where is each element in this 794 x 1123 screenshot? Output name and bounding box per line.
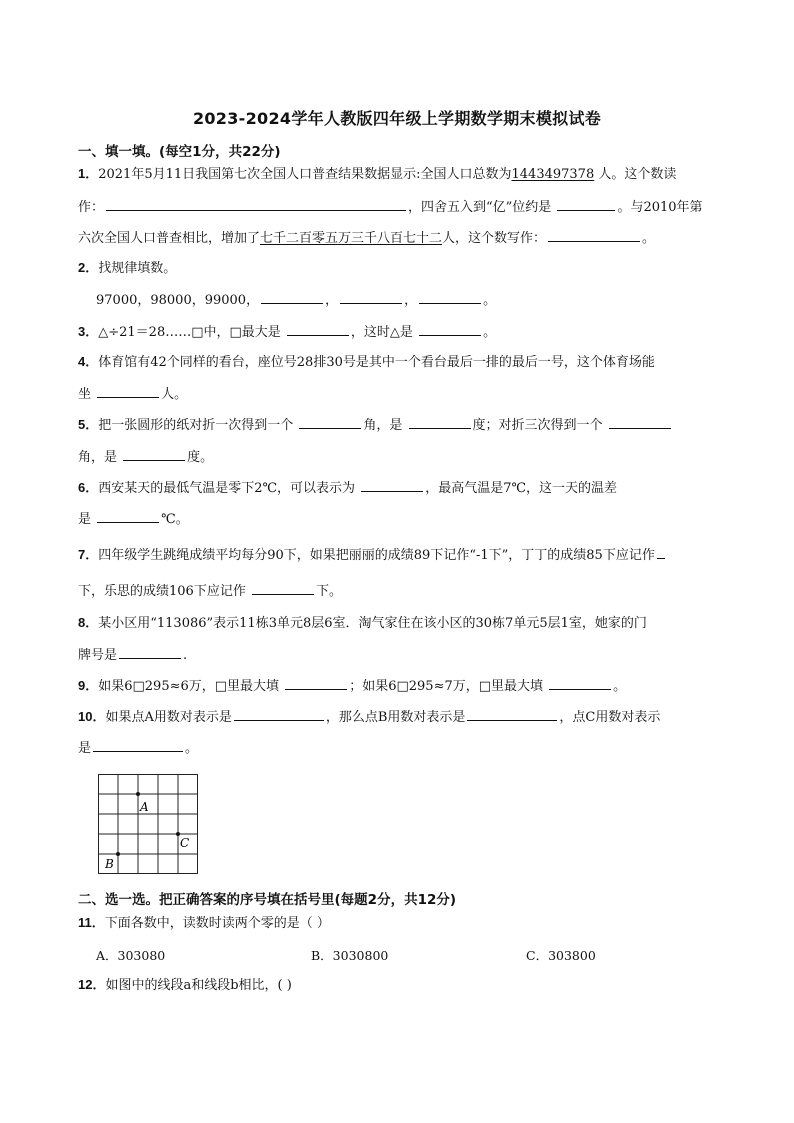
q5-line1: 5．把一张圆形的纸对折一次得到一个 角，是 度；对折三次得到一个 [78, 415, 673, 435]
answer-blank[interactable] [106, 197, 406, 211]
q8-line1: 8．某小区用“113086”表示11栋3单元8层6室．淘气家住在该小区的30栋7单元5层1室，她家的门 [78, 615, 647, 631]
answer-blank[interactable] [252, 581, 314, 595]
q11-line: 11．下面各数中，读数时读两个零的是（ ） [78, 915, 330, 931]
q1-line3: 六次全国人口普查相比，增加了七千二百零五万三千八百七十二人，这个数写作： 。 [78, 228, 655, 248]
answer-blank[interactable] [97, 509, 159, 523]
answer-blank[interactable] [409, 415, 471, 429]
answer-blank[interactable] [548, 228, 640, 242]
section-1-heading: 一、填一填。(每空1分，共22分) [78, 144, 281, 160]
q6-line2: 是 ℃。 [78, 509, 189, 529]
answer-blank[interactable] [285, 676, 347, 690]
q11-option-c[interactable]: C．303800 [526, 948, 596, 963]
q4-line2: 坐 人。 [78, 384, 187, 404]
answer-blank[interactable] [549, 676, 611, 690]
answer-blank[interactable] [467, 707, 557, 721]
q12-line: 12．如图中的线段a和线段b相比，( ) [78, 977, 292, 993]
q1-line1: 1．2021年5月11日我国第七次全国人口普查结果数据显示:全国人口总数为1443497378 人。这个数读 [78, 166, 677, 182]
population-number: 1443497378 [511, 167, 595, 182]
q6-line1: 6．西安某天的最低气温是零下2℃，可以表示为 ，最高气温是7℃，这一天的温差 [78, 480, 618, 496]
q3-line: 3．△÷21＝28……□中，□最大是 ，这时△是 。 [78, 324, 497, 340]
label-c: C [180, 836, 190, 850]
q4-line1: 4．体育馆有42个同样的看台，座位号28排30号是其中一个看台最后一排的最后一号，这个体育场能 [78, 354, 655, 370]
answer-blank[interactable] [299, 415, 361, 429]
answer-blank[interactable] [287, 322, 349, 336]
answer-blank[interactable] [419, 290, 481, 304]
section-2-heading: 二、选一选。把正确答案的序号填在括号里(每题2分，共12分) [78, 892, 457, 908]
q5-line2: 角，是 度。 [78, 447, 213, 467]
q9-line: 9．如果6□295≈6万，□里最大填 ；如果6□295≈7万，□里最大填 。 [78, 678, 627, 694]
answer-blank[interactable] [657, 545, 665, 559]
answer-blank[interactable] [609, 415, 671, 429]
q8-line2: 牌号是 . [78, 645, 187, 665]
q1-line2: 作： ，四舍五入到“亿”位约是 。与2010年第 [78, 197, 703, 217]
q11-option-a[interactable]: A．303080 [96, 948, 166, 963]
q2-line2: 97000，98000，99000， ， ， 。 [96, 290, 496, 310]
answer-blank[interactable] [557, 197, 615, 211]
q10-line2: 是 。 [78, 738, 198, 758]
answer-blank[interactable] [119, 645, 181, 659]
page-title: 2023-2024学年人教版四年级上学期数学期末模拟试卷 [192, 109, 602, 128]
q7-line1: 7．四年级学生跳绳成绩平均每分90下，如果把丽丽的成绩89下记作“-1下”，丁丁的成绩85下应记作 [78, 545, 667, 565]
answer-blank[interactable] [419, 322, 481, 336]
answer-blank[interactable] [234, 707, 324, 721]
label-a: A [140, 800, 149, 814]
point-a [136, 792, 140, 796]
q11-option-b[interactable]: B．3030800 [311, 948, 389, 963]
answer-blank[interactable] [361, 478, 423, 492]
answer-blank[interactable] [123, 447, 185, 461]
answer-blank[interactable] [261, 290, 323, 304]
q7-line2: 下，乐思的成绩106下应记作 下。 [78, 581, 342, 601]
q10-line1: 10．如果点A用数对表示是 ，那么点B用数对表示是 ，点C用数对表示 [78, 709, 661, 725]
point-b [116, 852, 120, 856]
answer-blank[interactable] [340, 290, 402, 304]
answer-blank[interactable] [93, 738, 183, 752]
coordinate-grid [98, 774, 198, 874]
q2-line1: 2．找规律填数。 [78, 260, 177, 276]
answer-blank[interactable] [97, 384, 159, 398]
label-b: B [105, 857, 114, 871]
increase-number: 七千二百零五万三千八百七十二 [260, 231, 443, 246]
